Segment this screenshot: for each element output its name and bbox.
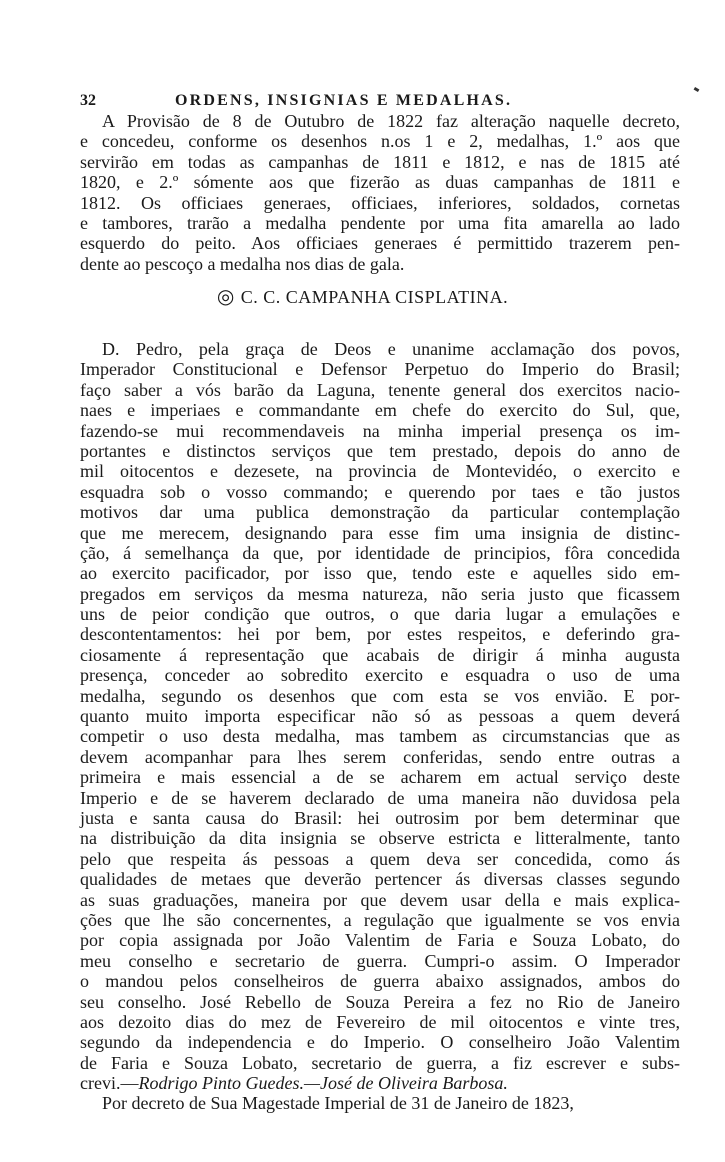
text-line (80, 930, 680, 950)
text-line (80, 213, 680, 233)
line-text: servirão em todas as campanhas de 1811 e 1812, e nas de 1815 até (80, 151, 680, 172)
text-line (80, 869, 680, 889)
line-text: quanto muito importa especificar não só as pessoas a quem deverá (80, 706, 680, 727)
line-text: qualidades de metaes que deverão pertencer ás diversas classes segundo (80, 869, 680, 890)
text-line (80, 890, 680, 910)
text-line (80, 706, 680, 726)
text-line (80, 584, 680, 604)
line-text: e concedeu, conforme os desenhos n.os 1 e 2, medalhas, 1.º aos que (80, 131, 680, 152)
line-text: competir o uso desta medalha, mas tambem as circumstancias que as (80, 726, 680, 747)
line-text: justa e santa causa do Brasil: hei outrosim por bem determinar que (80, 807, 680, 828)
text-line (80, 233, 680, 253)
text-line (80, 1012, 680, 1032)
line-text: A Provisão de 8 de Outubro de 1822 faz alteração naquelle decreto, (102, 111, 680, 131)
text-line (80, 951, 680, 971)
text-line (80, 359, 680, 379)
closing-line (80, 1093, 680, 1113)
line-text: o mandou pelos conselheiros de guerra abaixo assignados, ambos do (80, 971, 680, 992)
text-line (80, 747, 680, 767)
text-line (80, 686, 680, 706)
line-text: devem acompanhar para lhes serem conferidas, sendo entre outras a (80, 746, 680, 767)
line-text: pregados em serviços da mesma natureza, não seria justo que ficassem (80, 583, 680, 604)
section-symbol-icon: ◎ (216, 286, 235, 308)
text-line (80, 111, 680, 131)
text-line (80, 254, 680, 274)
text-line (80, 482, 680, 502)
line-text: medalha, segundo os desenhos que com esta se vos envião. E por- (80, 685, 680, 706)
line-text: Imperio e de se haverem declarado de uma maneira não duvidosa pela (80, 787, 680, 808)
line-text: meu conselho e secretario de guerra. Cumpri-o assim. O Imperador (80, 950, 680, 971)
text-line (80, 971, 680, 991)
text-line (80, 767, 680, 787)
scan-speck (694, 87, 700, 92)
line-text: naes e imperiaes e commandante em chefe do exercito do Sul, que, (80, 400, 680, 421)
line-text: ao exercito pacificador, por isso que, tendo este e aquelles sido em- (80, 563, 680, 584)
line-text: D. Pedro, pela graça de Deos e unanime acclamação dos povos, (102, 339, 680, 359)
running-title: ORDENS, INSIGNIAS E MEDALHAS. (175, 92, 513, 109)
line-text: por copia assignada por João Valentim de Faria e Souza Lobato, do (80, 930, 680, 951)
text-line (80, 624, 680, 644)
signatures: Rodrigo Pinto Guedes.—José de Oliveira Barbosa. (138, 1073, 508, 1094)
text-line (80, 461, 680, 481)
text-line (80, 910, 680, 930)
line-text: 1820, e 2.º sómente aos que fizerão as duas campanhas de 1811 e (80, 172, 680, 193)
text-line (80, 828, 680, 848)
line-text: e tambores, trarão a medalha pendente por uma fita amarella ao lado (80, 212, 680, 233)
line-text: esquerdo do peito. Aos officiaes generaes é permittido trazerem pen- (80, 233, 680, 254)
line-text: segundo da independencia e do Imperio. O conselheiro João Valentim (80, 1032, 680, 1053)
line-text: na distribuição da dita insignia se observe estricta e litteralmente, tanto (80, 828, 680, 849)
text-line (80, 172, 680, 192)
line-text: dente ao pescoço a medalha nos dias de gala. (80, 253, 405, 274)
text-line (80, 665, 680, 685)
text-line (80, 502, 680, 522)
line-text: 1812. Os officiaes generaes, officiaes, inferiores, soldados, cornetas (80, 192, 680, 213)
text-line (80, 849, 680, 869)
text-line (80, 400, 680, 420)
text-line (80, 808, 680, 828)
line-text: pelo que respeita ás pessoas a quem deva ser concedida, como ás (80, 848, 680, 869)
line-text: Imperador Constitucional e Defensor Perpetuo do Imperio do Brasil; (80, 359, 680, 380)
text-line (80, 152, 680, 172)
paragraph-provisao (80, 111, 680, 274)
line-text: que me merecem, designando para esse fim uma insignia de distinc- (80, 522, 680, 543)
line-text: aos dezoito dias do mez de Fevereiro de mil oitocentos e vinte tres, (80, 1011, 680, 1032)
line-text: as suas graduações, maneira por que devem usar della e mais explica- (80, 889, 680, 910)
line-text: presença, conceder ao sobredito exercito e esquadra o uso de uma (80, 665, 680, 686)
line-text: seu conselho. José Rebello de Souza Pereira a fez no Rio de Janeiro (80, 991, 680, 1012)
section-title: C. C. CAMPANHA CISPLATINA. (240, 287, 509, 307)
line-text: portantes e distinctos serviços que tem prestado, depois do anno de (80, 440, 680, 461)
text-line (80, 380, 680, 400)
text-line (80, 193, 680, 213)
signature-prefix: crevi.— (80, 1073, 139, 1094)
line-text: descontentamentos: hei por bem, por estes respeitos, e deferindo gra- (80, 624, 680, 645)
text-line (80, 523, 680, 543)
text-line (80, 563, 680, 583)
text-line (80, 421, 680, 441)
line-text: de Faria e Souza Lobato, secretario de guerra, a fiz escrever e subs- (80, 1052, 680, 1073)
line-text: motivos dar uma publica demonstração da particular contemplação (80, 502, 680, 523)
line-text: ciosamente á representação que acabais de dirigir á minha augusta (80, 644, 680, 665)
line-text: ção, á semelhança da que, por identidade de principios, fôra concedida (80, 542, 680, 563)
text-line (80, 441, 680, 461)
line-text: mil oitocentos e dezesete, na provincia de Montevidéo, o exercito e (80, 461, 680, 482)
line-text: faço saber a vós barão da Laguna, tenente general dos exercitos nacio- (80, 379, 680, 400)
signature-line (80, 1073, 680, 1093)
text-line (80, 339, 680, 359)
line-text: ções que lhe são concernentes, a regulação que igualmente se vos envia (80, 909, 680, 930)
line-text: fazendo-se mui recommendaveis na minha imperial presença os im- (80, 420, 680, 441)
text-line (80, 1032, 680, 1052)
line-text: esquadra sob o vosso commando; e querendo por taes e tão justos (80, 481, 680, 502)
page-number: 32 (80, 92, 96, 109)
closing-text: Por decreto de Sua Magestade Imperial de 31 de Janeiro de 1823, (102, 1093, 574, 1114)
text-line (80, 604, 680, 624)
text-line (80, 726, 680, 746)
page-header (80, 92, 680, 112)
text-line (80, 645, 680, 665)
line-text: uns de peior condição que outros, o que daria lugar a emulações e (80, 604, 680, 625)
text-line (80, 788, 680, 808)
paragraph-decree (80, 339, 680, 1114)
section-heading (0, 284, 725, 309)
text-line (80, 131, 680, 151)
line-text: primeira e mais essencial a de se acharem em actual serviço deste (80, 767, 680, 788)
text-line (80, 992, 680, 1012)
text-line (80, 1053, 680, 1073)
text-line (80, 543, 680, 563)
